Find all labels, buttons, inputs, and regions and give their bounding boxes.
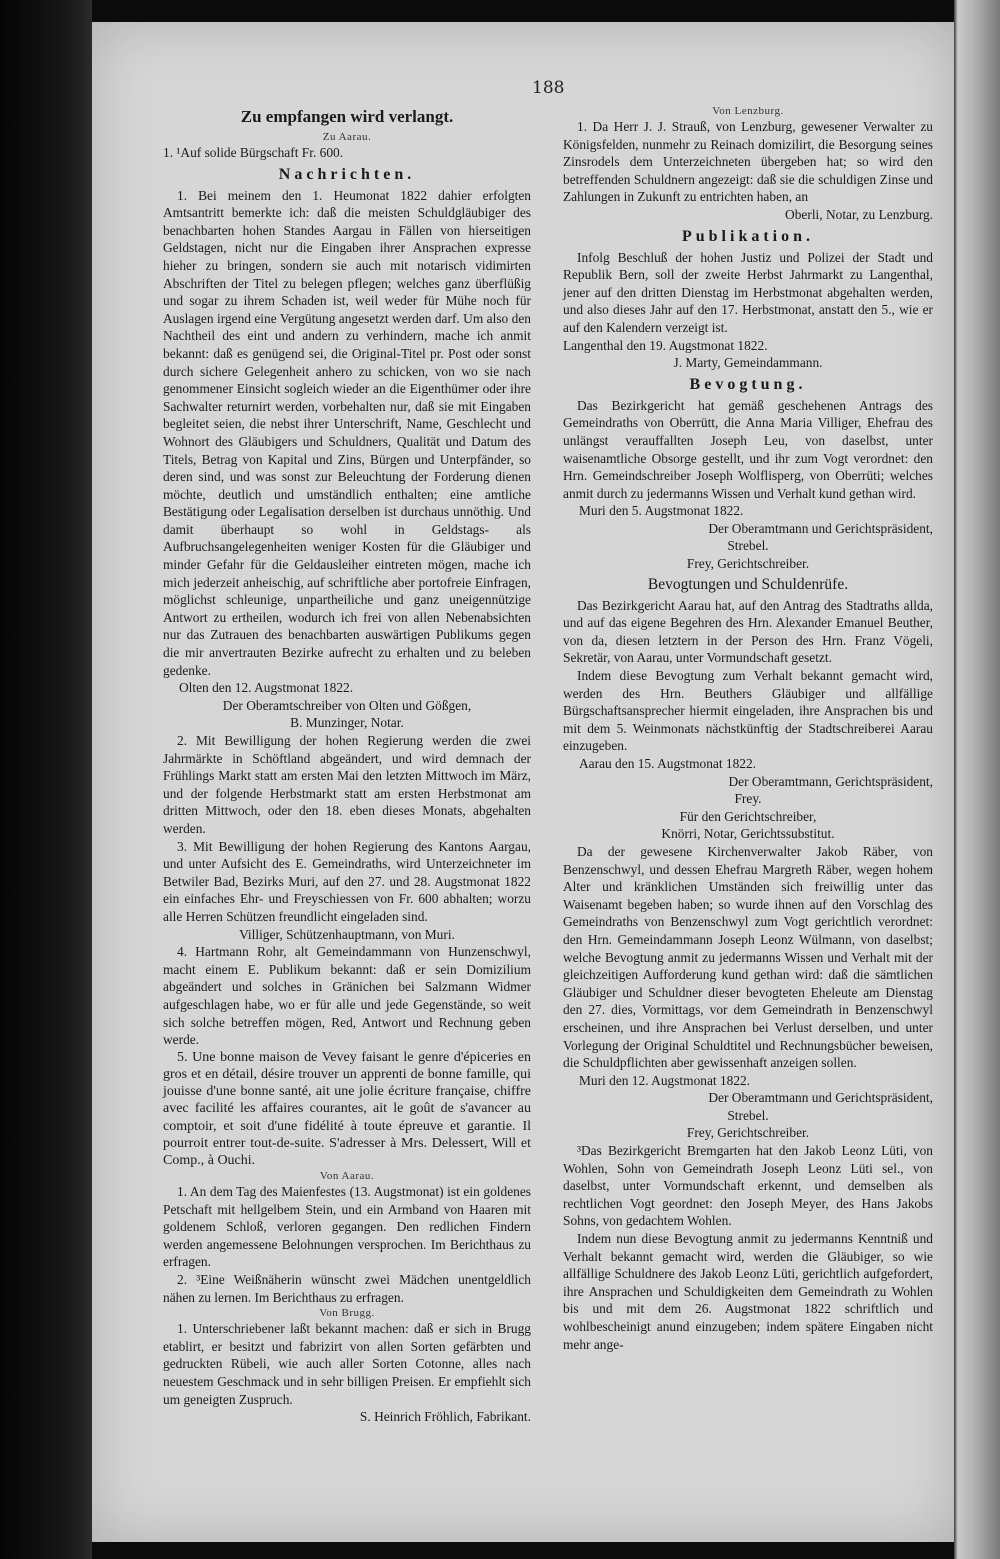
guardianship-signature-name: Strebel.	[727, 538, 769, 554]
debts-signature-substitute: Knörri, Notar, Gerichtssubstitut.	[661, 826, 835, 842]
loan-item: 1. ¹Auf solide Bürgschaft Fr. 600.	[163, 145, 344, 160]
subheading-von-aarau: Von Aarau.	[319, 1170, 375, 1183]
subheading-von-brugg: Von Brugg.	[319, 1307, 375, 1320]
subheading-lenzburg: Von Lenzburg.	[712, 105, 784, 117]
guardianship-signature-clerk: Frey, Gerichtschreiber.	[686, 556, 810, 572]
section-heading-requests: Zu empfangen wird verlangt.	[240, 107, 454, 126]
scan-left-margin	[0, 0, 92, 1559]
notice-2: 2. Mit Bewilligung der hohen Regierung werden die zwei Jahrmärkte in Schöftland abgeändert, und wird demnach der Frühlings Markt statt am ersten Mai den letzten Mittwoch im März, und der folgende Herbstmarkt statt am ersten Herbstmonat am dritten Mittwoch, oder den 18. eben dieses Monats, abgehalten werden.	[163, 733, 531, 836]
debts-signature-for-clerk: Für den Gerichtschreiber,	[679, 808, 817, 824]
debts-notice-2: Indem diese Bevogtung zum Verhalt bekannt gemacht wird, werden des Hrn. Beuthers Gläubiger und allfällige Bürgschaftsansprecher hiermit eingeladen, ihre Ansprachen bis und mit dem 5. Weinmonats nächstkünftig der Stadtschreiberei Aarau einzugeben.	[563, 668, 933, 754]
scan-right-edge	[954, 0, 1000, 1559]
notice-3: 3. Mit Bewilligung der hohen Regierung des Kantons Aargau, und unter Aufsicht des E. Gemeindraths, wird Unterzeichneter im Betwiler Bad, Bezirks Muri, auf den 27. und 28. Augstmonat 1822 ein einfaches Ehr- und Freyschiessen von Fr. 600 abhalten; worzu alle Herren Schützen freundlicht eingeladen sind.	[163, 838, 531, 924]
notice-1-signature-name: B. Munzinger, Notar.	[290, 715, 404, 731]
aarau-notice-2: 2. ³Eine Weißnäherin wünscht zwei Mädchen unentgeldlich nähen zu lernen. Im Berichthaus zu erfragen.	[163, 1272, 531, 1305]
debts-notice-5: Indem nun diese Bevogtung anmit zu jedermanns Kenntniß und Verhalt bekannt gemacht wird, werden die Gläubiger, so wie allfällige Schuldnere des Jakob Leonz Lüti, gerichtlich aufgefordert, ihre Ansprachen und Schuldigkeiten dem Gemeindrath zu Wohlen bis und mit dem 26. Augstmonat 1822 schriftlich und wohlbescheinigt anund einzugeben; indem spätere Eingaben nicht mehr ange-	[563, 1231, 933, 1352]
brugg-notice-1: 1. Unterschriebener laßt bekannt machen: daß er sich in Brugg etablirt, er besitzt und fabrizirt von allen Sorten gefärbten und gedruckten Rübeli, wie auch aller Sorten Cotonne, alles nach neuestem Geschmack und in sehr billigen Preisen. Er empfiehlt sich um geneigten Zuspruch.	[163, 1321, 531, 1407]
publication-signature: J. Marty, Gemeindammann.	[673, 355, 823, 371]
debts-notice-3-signature-name: Strebel.	[727, 1107, 769, 1123]
left-column	[163, 104, 531, 1426]
section-heading-guardianships-debts: Bevogtungen und Schuldenrüfe.	[647, 575, 849, 593]
lenzburg-notice-1: 1. Da Herr J. J. Strauß, von Lenzburg, gewesener Verwalter zu Königsfelden, nunmehr zu Reinach domizilirt, die Besorgung seines Zinsrodels dem Unterzeichneten übergeben hat; so wird den betreffenden Schuldnern angezeigt: daß sie die schuldigen Zinse und Zahlungen in Zukunft zu entrichten haben, an	[563, 119, 933, 205]
guardianship-text: Das Bezirkgericht hat gemäß geschehenen Antrags des Gemeindraths von Oberrütt, die Anna Maria Villiger, Ehefrau des unlängst verauffallten Joseph Leu, von daselbst, unter waisenamtliche Obsorge gestellt, und ihr zum Vogt verordnet: den Hrn. Gemeindschreiber Joseph Wolflisperg, von Oberrüti; welches anmit durch zu jedermanns Wissen und Verhalt kund gethan wird.	[563, 397, 933, 501]
debts-date: Aarau den 15. Augstmonat 1822.	[579, 756, 757, 771]
notice-1-date: Olten den 12. Augstmonat 1822.	[179, 680, 354, 696]
publication-text: Infolg Beschluß der hohen Justiz und Polizei der Stadt und Republik Bern, soll der zweite Herbst Jahrmarkt zu Langenthal, jener auf den dritten Dienstag im Herbstmonat abgehalten werden, und also dieses Jahr auf den 17. Herbstmonat, anstatt den 5., wie er auf den Kalendern verzeigt ist.	[563, 249, 933, 335]
notice-3-signature: Villiger, Schützenhauptmann, von Muri.	[239, 926, 455, 942]
notice-1-signature-title: Der Oberamtschreiber von Olten und Gößgen,	[222, 697, 472, 713]
debts-signature-name: Frey.	[734, 791, 762, 807]
debts-notice-3-date: Muri den 12. Augstmonat 1822.	[579, 1072, 751, 1088]
debts-signature-title: Der Oberamtmann, Gerichtspräsident,	[728, 773, 933, 789]
notice-1: 1. Bei meinem den 1. Heumonat 1822 dahier erfolgten Amtsantritt bemerkte ich: daß die meisten Schuldgläubiger des benachbarten hohen Standes Aargau in Fällen von hierseitigen Geldstagen, nicht nur die Eingaben ihrer Ansprachen expresse hieher zu bringen, sondern sie auch mit notarisch vidimirten Abschriften der Titel zu belegen pflegen; welches ganz überflüßig und sogar zu ihrem Schaden ist, weil weder für Mühe noch für Auslagen irgend eine Vergütung angesetzt werden darf. Um also den Nachtheil des eint und andern zu verhindern, mache ich anmit bekannt: daß es genügend sei, die Original-Titel pr. Post oder sonst durch sichere Gelegenheit anhero zu schicken, von wo sie nach genommener Einsicht sogleich wieder an die Eigenthümer oder ihre Sachwalter returnirt werden, vorbehalten nur, daß sie mit Eingaben begleitet seien, die nebst ihrer Unterschrift, Name, Geschlecht und Wohnort des Gläubigers und Schuldners, Qualität und Datum des Titels, Betrag von Kapital und Zins, Bürgen und Unterpfänder, so deren sind, und was sonst zur Beleuchtung der Forderung dienen möchte, deutlich und umständlich enthalten; eine amtliche Bestätigung oder Legalisation derselben ist durchaus unnöthig. Und damit überhaupt so wohl in Geldstags- als Aufbruchsangelegenheiten weniger Kosten für die Gläubiger und minder Gefahr für die Geldausleiher eintreten mögen, mache ich mich jederzeit anheischig, auf schriftliche aber portofreie Einfragen, möglichst schleunige, unpartheiliche und ganz uneigennützige Antwort zu ertheilen, wodurch ich frei von allen Nebenabsichten nur das Zutrauen des benachbarten auswärtigen Publikums gegen die mir anvertrauten Bezirke aufrecht zu erhalten und zu beleben gedenke.	[163, 187, 531, 678]
right-column	[563, 104, 933, 1353]
debts-notice-1: Das Bezirkgericht Aarau hat, auf den Antrag des Stadtraths allda, und auf das eigene Begehren des Hrn. Alexander Emanuel Beuther, von da, diesen letztern in der Person des Hrn. Franz Vögeli, Sekretär, von Aarau, unter Vormundschaft gesetzt.	[563, 597, 933, 666]
notice-5-french: 5. Une bonne maison de Vevey faisant le genre d'épiceries en gros et en détail, désire trouver un apprenti de bonne famille, qui jouisse d'une bonne santé, ait une jolie écriture française, chiffre avec facilité les affaires courantes, ait le goût de s'avancer au comptoir, et soit d'une fidélité à toute épreuve et garantie. Il pourroit entrer tout-de-suite. S'adresser à Mrs. Delessert, Will et Comp., à Ouchi.	[163, 1049, 531, 1168]
guardianship-date: Muri den 5. Augstmonat 1822.	[579, 503, 744, 519]
notice-4: 4. Hartmann Rohr, alt Gemeindammann von Hunzenschwyl, macht einem E. Publikum bekannt: daß er sein Domizilium abgeändert und solches in Gränichen bei Salzmann Widmer aufgeschlagen habe, wo er für alle und jede Gegenstände, so weit sich solche betreffen mögen, Red, Antwort und Rechnung geben werde.	[163, 944, 531, 1048]
aarau-notice-1: 1. An dem Tag des Maienfestes (13. Augstmonat) ist ein goldenes Petschaft mit hellgelbem Stein, und ein Armband von Haaren mit goldenem Schloß, verloren gegangen. Den redlichen Findern werden angemessene Belohnungen versprochen. Im Berichthaus zu erfragen.	[163, 1184, 531, 1270]
debts-notice-3-signature-clerk: Frey, Gerichtschreiber.	[686, 1125, 810, 1141]
publication-date: Langenthal den 19. Augstmonat 1822.	[563, 337, 768, 353]
debts-notice-3: Da der gewesene Kirchenverwalter Jakob Räber, von Benzenschwyl, und dessen Ehefrau Margreth Räber, wegen hohem Alter und kränklichen Umständen sich freiwillig unter das Waisenamt begeben haben; so wurde ihnen auf den Vorschlag des Gemeindraths von Benzenschwyl zum Vogt gerichtlich verordnet: den Hrn. Gemeindammann Joseph Leonz Wülmann, von daselbst; welche Bevogtung anmit zu jedermanns Wissen und Verhalt mit der gleichzeitigen Aufforderung kund gethan wird: daß die sämtlichen Gläubiger und Schuldner dieser bevogteten Eheleute am Dienstag den 27. dies, Vormittags, vor dem Gemeindrath in Benzenschwyl erscheinen, und ihre Ansprachen bei Verlust derselben, und unter Vorlegung der Original Schuldtitel und Rechnungsbücher beweisen, die Schuldpflichten aber gewissenhaft anzeigen sollen.	[563, 843, 933, 1071]
subheading-aarau: Zu Aarau.	[322, 131, 372, 143]
section-heading-guardianship: Bevogtung.	[689, 375, 807, 393]
guardianship-signature-title: Der Oberamtmann und Gerichtspräsident,	[708, 520, 933, 536]
section-heading-publication: Publikation.	[681, 227, 815, 245]
debts-notice-3-signature-title: Der Oberamtmann und Gerichtspräsident,	[708, 1090, 933, 1106]
lenzburg-signature: Oberli, Notar, zu Lenzburg.	[785, 206, 933, 222]
page-number: 188	[532, 78, 565, 98]
brugg-signature: S. Heinrich Fröhlich, Fabrikant.	[359, 1409, 531, 1425]
section-heading-news: Nachrichten.	[278, 165, 416, 183]
debts-notice-4: ³Das Bezirkgericht Bremgarten hat den Jakob Leonz Lüti, von Wohlen, Sohn von Gemeindrath Joseph Leonz Lüti sel., von daselbst, unter Vormundschaft erkennt, und demselben als rechtlichen Vogt geordnet: den Joseph Meyer, des Hans Jakobs Sohns, von gedachtem Wohlen.	[563, 1143, 933, 1229]
